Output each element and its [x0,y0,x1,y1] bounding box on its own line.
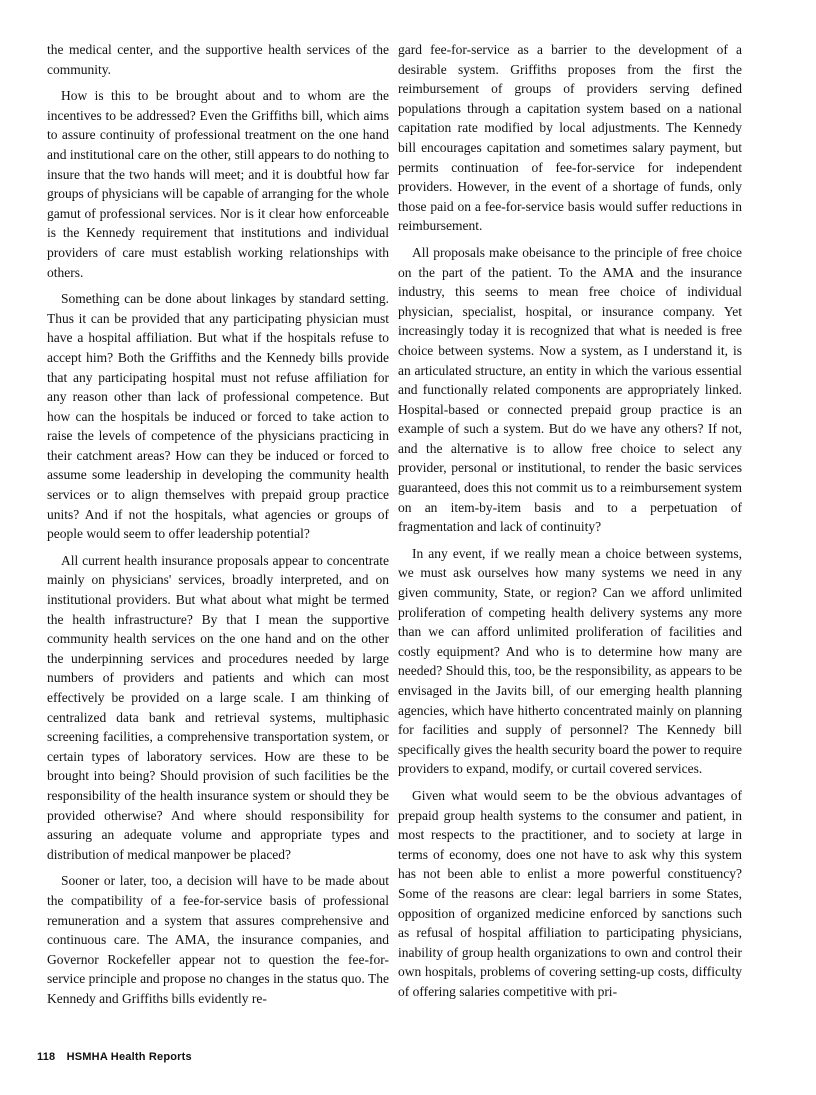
paragraph: Something can be done about linkages by standard setting. Thus it can be provided that any participating physician must have a hospital affiliation. But what if the hospitals refuse to accept him? Both the Griffiths and the Kennedy bills provide that any participating hospital must not refuse affiliation for any reason other than lack of professional competence. But how can the hospitals be induced or forced to take action to raise the levels of competence of the physicians practicing in their catchment areas? How can they be induced or forced to assume some leadership in developing the community health services or to align themselves with prepaid group practice units? And if not the hospitals, what agencies or groups of people would seem to offer leadership potential? [47,291,389,542]
journal-title: HSMHA Health Reports [66,1051,192,1063]
paragraph: Sooner or later, too, a decision will have to be made about the compatibility of a fee-for-service basis of professional remuneration and a system that assures comprehensive and continuous care. The AMA, the insurance companies, and Governor Rockefeller appear not to question the fee-for-service principle and propose no changes in the status quo. The Kennedy and Griffiths bills evidently re- [47,873,389,1006]
paragraph: Given what would seem to be the obvious advantages of prepaid group health systems to the consumer and patient, in most respects to the practitioner, and to society at large in terms of economy, does one not have to ask why this system has not been able to enlist a more powerful constituency? Some of the reasons are clear: legal barriers in some States, opposition of organized medicine enforced by sanctions such as refusal of hospital affiliation to participating physicians, inability of group health organizations to own and control their own hospitals, problems of covering setting-up costs, difficulty of offering salaries competitive with pri- [398,787,742,999]
paragraph: In any event, if we really mean a choice between systems, we must ask ourselves how many systems we need in any given community, State, or region? Can we afford unlimited proliferation of competing health delivery systems any more than we can afford unlimited proliferation of facilities and costly equipment? And who is to determine how many are needed? Should this, too, be the responsibility, as appears to be envisaged in the Javits bill, of our emerging health planning agencies, which have hitherto concentrated mainly on planning for facilities and supply of personnel? The Kennedy bill specifically gives the health security board the power to require providers to expand, modify, or curtail covered services. [398,545,742,777]
paragraph: gard fee-for-service as a barrier to the development of a desirable system. Griffiths proposes from the first the reimbursement of groups of providers serving defined populations through a capitation system based on a national capitation rate modified by local adjustments. The Kennedy bill encourages capitation and sometimes salary payment, but permits continuation of fee-for-service for independent providers. However, in the event of a shortage of funds, only those paid on a fee-for-service basis would suffer reductions in reimbursement. [398,42,742,234]
left-column [47,40,389,1016]
right-column [398,40,742,1009]
paragraph: the medical center, and the supportive health services of the community. [47,42,389,77]
paragraph: How is this to be brought about and to whom are the incentives to be addressed? Even the Griffiths bill, which aims to assure continuity of professional treatment on the one hand and institutional care on the other, still appears to do nothing to insure that the two hands will meet; and it is doubtful how far groups of physicians will be capable of arranging for the whole gamut of professional services. Nor is it clear how enforceable is the Kennedy requirement that institutions and individual providers of care must establish working relationships with others. [47,88,389,280]
paragraph: All proposals make obeisance to the principle of free choice on the part of the patient. To the AMA and the insurance industry, this seems to mean free choice of individual physician, specialist, hospital, or insurance company. Yet increasingly today it is recognized that what is needed is free choice between systems. Now a system, as I understand it, is an articulated structure, an entity in which the various essential and functionally related components are appropriately linked. Hospital-based or connected prepaid group practice is an example of such a system. But do we have any others? If not, and the alternative is to allow free choice to select any provider, personal or institutional, to render the basic services guaranteed, does this not commit us to a reimbursement system on an item-by-item basis and to a perpetuation of fragmentation and lack of continuity? [398,244,742,535]
page-number: 118 [37,1051,56,1063]
paragraph: All current health insurance proposals appear to concentrate mainly on physicians' services, broadly interpreted, and on institutional providers. But what about what might be termed the health infrastructure? By that I mean the supportive community health services on the one hand and on the other the underpinning services and procedures needed by large numbers of providers and patients and which can most effectively be provided on a large scale. I am thinking of centralized data bank and retrieval systems, multiphasic screening facilities, a comprehensive transportation system, or certain types of laboratory services. How are these to be brought into being? Should provision of such facilities be the responsibility of the health insurance system or should they be provided otherwise? And where should responsibility for assuring an adequate volume and appropriate types and distribution of medical manpower be placed? [47,552,389,862]
page-footer [37,1051,200,1063]
